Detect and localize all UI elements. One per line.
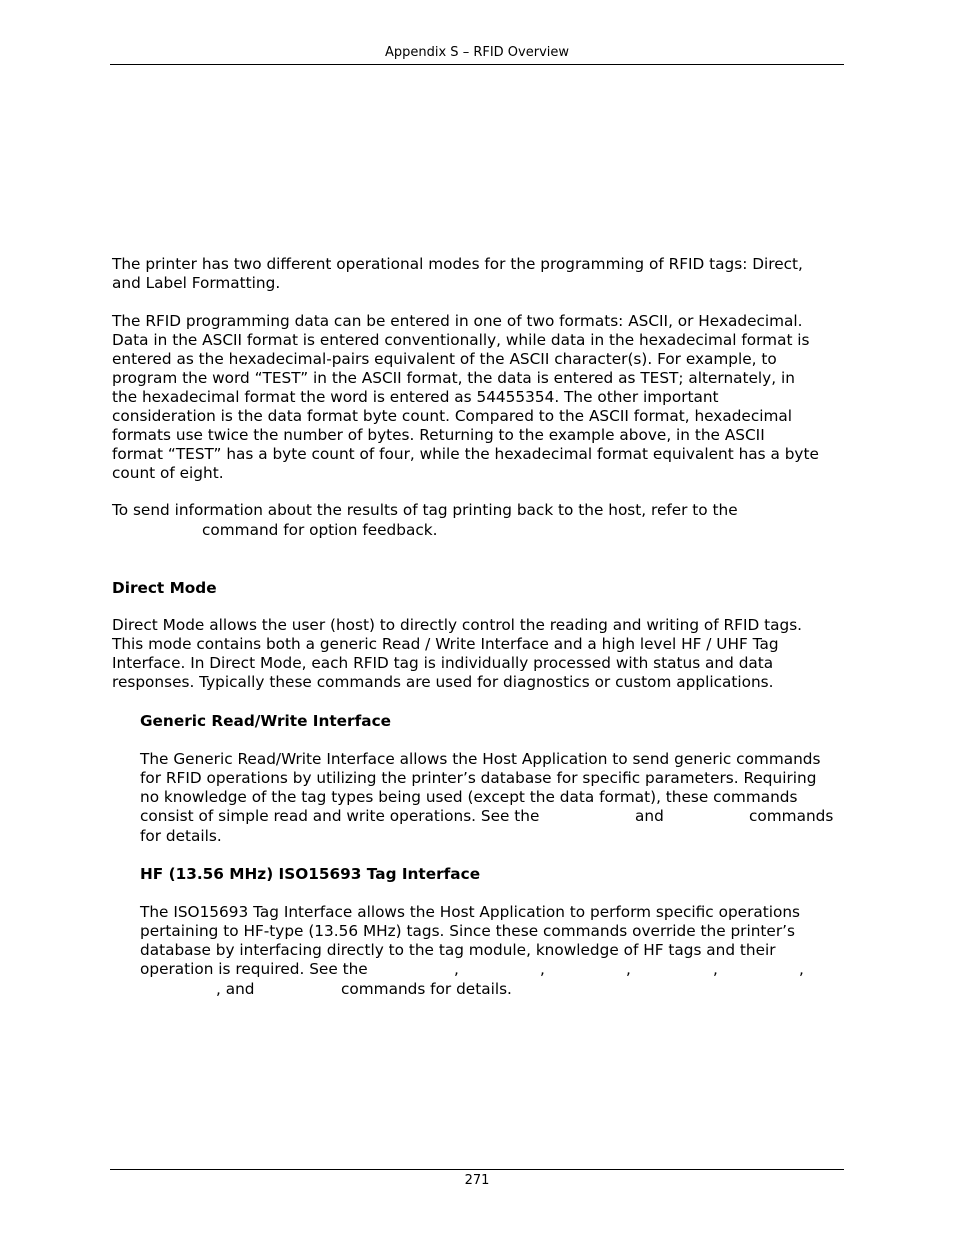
generic-rw-line-4c: commands <box>749 807 834 825</box>
hf-iso-comma-5: , <box>799 960 804 978</box>
formats-line-3: entered as the hexadecimal-pairs equivalent of the ASCII character(s). For example, to <box>112 350 777 368</box>
hf-iso-line-3: database by interfacing directly to the tag module, knowledge of HF tags and their <box>140 941 776 959</box>
intro-line-1: The printer has two different operational modes for the programming of RFID tags: Direct, <box>112 255 803 273</box>
formats-line-6: consideration is the data format byte count. Compared to the ASCII format, hexadecimal <box>112 407 793 425</box>
feedback-line-2: command for option feedback. <box>202 521 438 539</box>
hf-iso-line-2: pertaining to HF-type (13.56 MHz) tags. Since these commands override the printer’s <box>140 922 795 940</box>
hf-iso-comma-1: , <box>454 960 459 978</box>
generic-rw-line-4b: and <box>635 807 664 825</box>
hf-iso-comma-3: , <box>626 960 631 978</box>
page-number: 271 <box>464 1173 490 1188</box>
direct-mode-line-3: Interface. In Direct Mode, each RFID tag is individually processed with status and data <box>112 654 774 672</box>
running-header: Appendix S – RFID Overview <box>384 45 570 60</box>
hf-iso-line-5b: commands for details. <box>341 980 512 998</box>
generic-rw-line-5: for details. <box>140 827 222 845</box>
hf-iso-line-5a: , and <box>216 980 255 998</box>
hf-iso-comma-4: , <box>713 960 718 978</box>
hf-iso-line-1: The ISO15693 Tag Interface allows the Host Application to perform specific operations <box>140 903 800 921</box>
feedback-line-1: To send information about the results of tag printing back to the host, refer to the <box>112 501 738 519</box>
formats-line-9: count of eight. <box>112 464 224 482</box>
hf-iso-comma-2: , <box>540 960 545 978</box>
generic-rw-line-4a: consist of simple read and write operations. See the <box>140 807 540 825</box>
formats-line-5: the hexadecimal format the word is entered as 54455354. The other important <box>112 388 719 406</box>
generic-rw-line-2: for RFID operations by utilizing the printer’s database for specific parameters. Requiring <box>140 769 817 787</box>
generic-rw-heading: Generic Read/Write Interface <box>140 712 392 730</box>
direct-mode-heading: Direct Mode <box>112 579 217 597</box>
direct-mode-line-2: This mode contains both a generic Read / Write Interface and a high level HF / UHF Tag <box>112 635 779 653</box>
formats-line-7: formats use twice the number of bytes. Returning to the example above, in the ASCII <box>112 426 765 444</box>
formats-line-4: program the word “TEST” in the ASCII format, the data is entered as TEST; alternately, in <box>112 369 795 387</box>
footer-rule <box>110 1169 844 1170</box>
hf-iso-line-4a: operation is required. See the <box>140 960 368 978</box>
formats-line-8: format “TEST” has a byte count of four, while the hexadecimal format equivalent has a byte <box>112 445 819 463</box>
intro-line-2: and Label Formatting. <box>112 274 281 292</box>
direct-mode-line-4: responses. Typically these commands are used for diagnostics or custom applications. <box>112 673 774 691</box>
formats-line-2: Data in the ASCII format is entered conventionally, while data in the hexadecimal format is <box>112 331 810 349</box>
generic-rw-line-1: The Generic Read/Write Interface allows the Host Application to send generic commands <box>140 750 821 768</box>
direct-mode-line-1: Direct Mode allows the user (host) to directly control the reading and writing of RFID tags. <box>112 616 803 634</box>
formats-line-1: The RFID programming data can be entered in one of two formats: ASCII, or Hexadecimal. <box>112 312 803 330</box>
hf-iso-heading: HF (13.56 MHz) ISO15693 Tag Interface <box>140 865 481 883</box>
header-rule <box>110 64 844 65</box>
generic-rw-line-3: no knowledge of the tag types being used (except the data format), these commands <box>140 788 798 806</box>
